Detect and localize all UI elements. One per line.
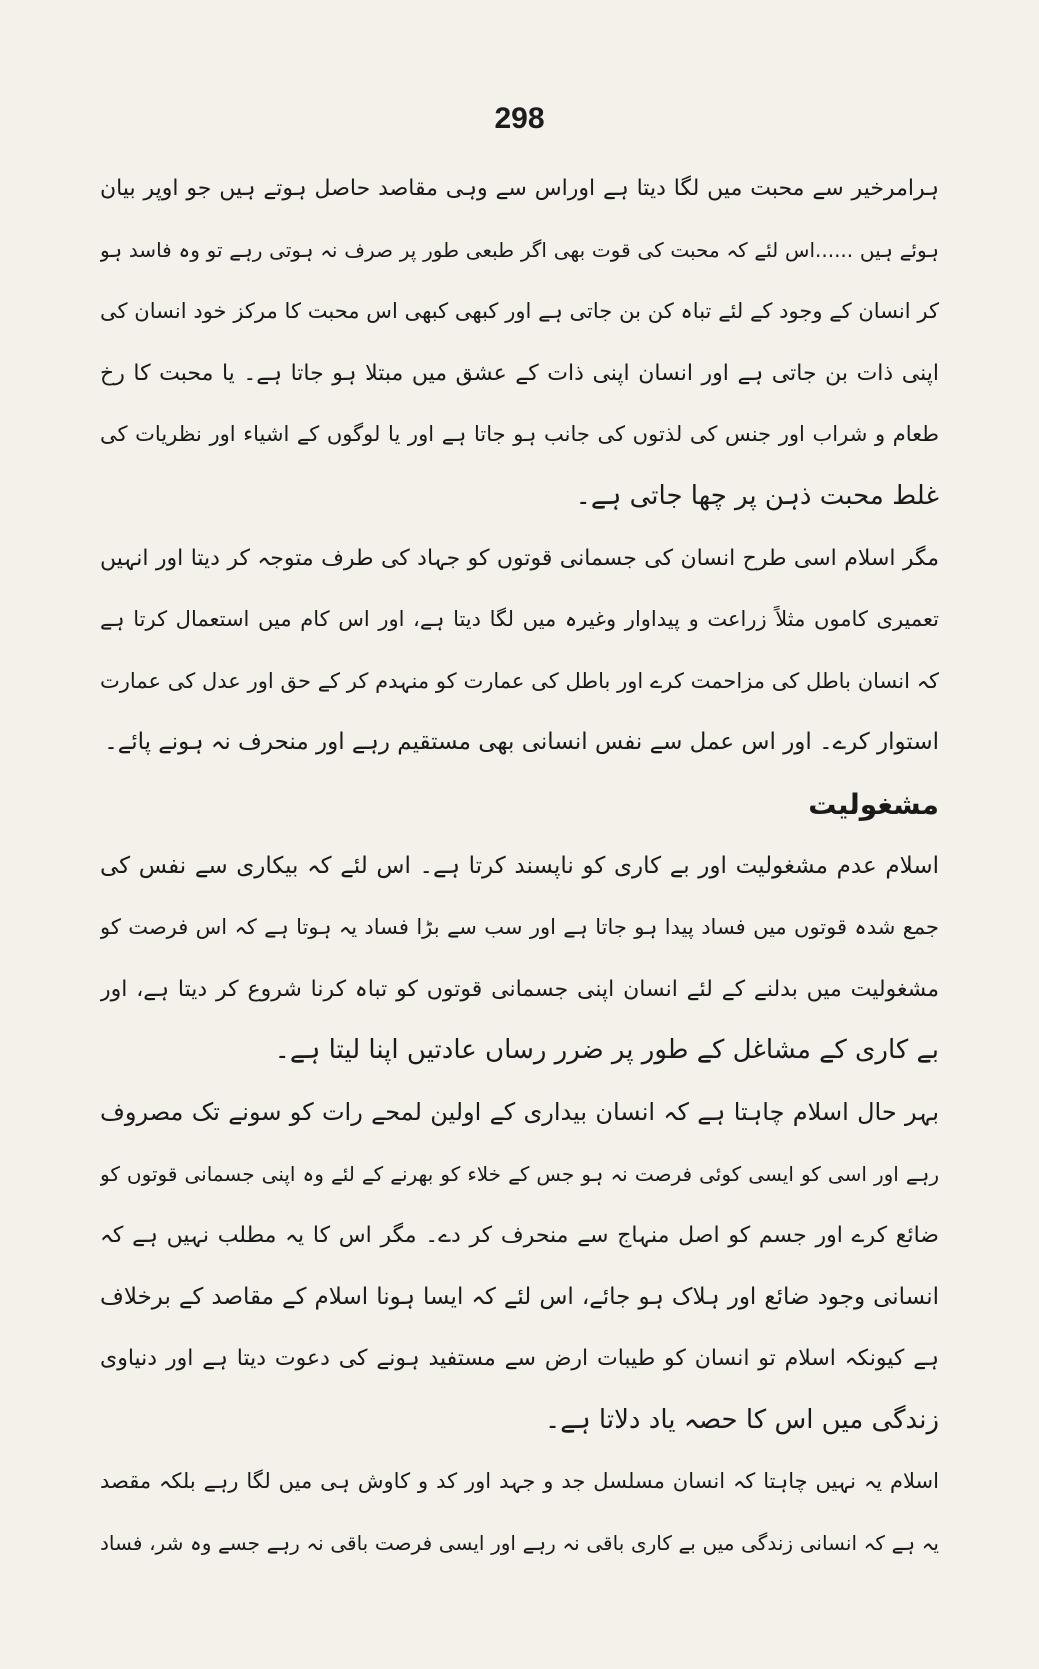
text-line: جمع شدہ قوتوں میں فساد پیدا ہو جاتا ہے اور سب سے بڑا فساد یہ ہوتا ہے کہ اس فرصت کو	[100, 915, 939, 940]
text-line: ہرامرخیر سے محبت میں لگا دیتا ہے اوراس سے وہی مقاصد حاصل ہوتے ہیں جو اوپر بیان	[100, 176, 939, 201]
text-line: مشغولیت میں بدلنے کے لئے انسان اپنی جسمانی قوتوں کو تباہ کرنا شروع کر دیتا ہے، اور	[100, 976, 939, 1002]
text-line: تعمیری کاموں مثلاً زراعت و پیداوار وغیرہ میں لگا دیتا ہے، اور اس کام میں استعمال کرتا ہے	[100, 607, 939, 632]
text-line: بے کاری کے مشاغل کے طور پر ضرر رساں عادتیں اپنا لیتا ہے۔	[274, 1035, 939, 1066]
text-line: کہ انسان باطل کی مزاحمت کرے اور باطل کی عمارت کو منہدم کر کے حق اور عدل کی عمارت	[100, 668, 939, 693]
text-line: غلط محبت ذہن پر چھا جاتی ہے۔	[575, 480, 939, 511]
text-line: کر انسان کے وجود کے لئے تباہ کن بن جاتی ہے اور کبھی کبھی اس محبت کا مرکز خود انسان کی	[100, 299, 939, 324]
text-line: مگر اسلام اسی طرح انسان کی جسمانی قوتوں کو جہاد کی طرف متوجہ کر دیتا اور انہیں	[100, 545, 939, 571]
text-line: ہے کیونکہ اسلام تو انسان کو طیبات ارض سے مستفید ہونے کی دعوت دیتا ہے اور دنیاوی	[100, 1346, 939, 1372]
paragraph-2	[100, 528, 939, 774]
text-line: طعام و شراب اور جنس کی لذتوں کی جانب ہو جاتا ہے اور یا لوگوں کے اشیاء اور نظریات کی	[100, 422, 939, 447]
text-line: زندگی میں اس کا حصہ یاد دلاتا ہے۔	[544, 1404, 939, 1435]
paragraph-4	[100, 1082, 939, 1452]
page-number: 298	[494, 102, 545, 135]
text-line: ضائع کرے اور جسم کو اصل منہاج سے منحرف کر دے۔ مگر اس کا یہ مطلب نہیں ہے کہ	[100, 1223, 939, 1249]
text-line: اسلام یہ نہیں چاہتا کہ انسان مسلسل جد و جہد اور کد و کاوش ہی میں لگا رہے بلکہ مقصد	[100, 1469, 939, 1494]
text-line: انسانی وجود ضائع اور ہلاک ہو جائے، اس لئے کہ ایسا ہونا اسلام کے مقاصد کے برخلاف	[100, 1283, 939, 1310]
text-line: ہوئے ہیں ......اس لئے کہ محبت کی قوت بھی اگر طبعی طور پر صرف نہ ہوتی رہے تو وہ فاسد ہو	[100, 237, 939, 262]
paragraph-5	[100, 1451, 939, 1574]
text-line: استوار کرے۔ اور اس عمل سے نفس انسانی بھی مستقیم رہے اور منحرف نہ ہونے پائے۔	[104, 729, 939, 756]
page-body	[100, 158, 939, 1575]
section-heading: مشغولیت	[808, 787, 939, 821]
paragraph-1	[100, 158, 939, 528]
text-line: اپنی ذات بن جاتی ہے اور انسان اپنی ذات کے عشق میں مبتلا ہو جاتا ہے۔ یا محبت کا رخ	[100, 360, 939, 386]
paragraph-3	[100, 836, 939, 1082]
text-line: اسلام عدم مشغولیت اور بے کاری کو ناپسند کرتا ہے۔ اس لئے کہ بیکاری سے نفس کی	[100, 852, 939, 879]
text-line: یہ ہے کہ انسانی زندگی میں بے کاری باقی نہ رہے اور ایسی فرصت باقی نہ رہے جسے وہ شر، فساد	[100, 1531, 939, 1556]
text-line: رہے اور اسی کو ایسی کوئی فرصت نہ ہو جس کے خلاء کو بھرنے کے لئے وہ اپنی جسمانی قوتوں کو	[100, 1161, 939, 1186]
text-line: بہر حال اسلام چاہتا ہے کہ انسان بیداری کے اولین لمحے رات کو سونے تک مصروف	[100, 1097, 939, 1126]
